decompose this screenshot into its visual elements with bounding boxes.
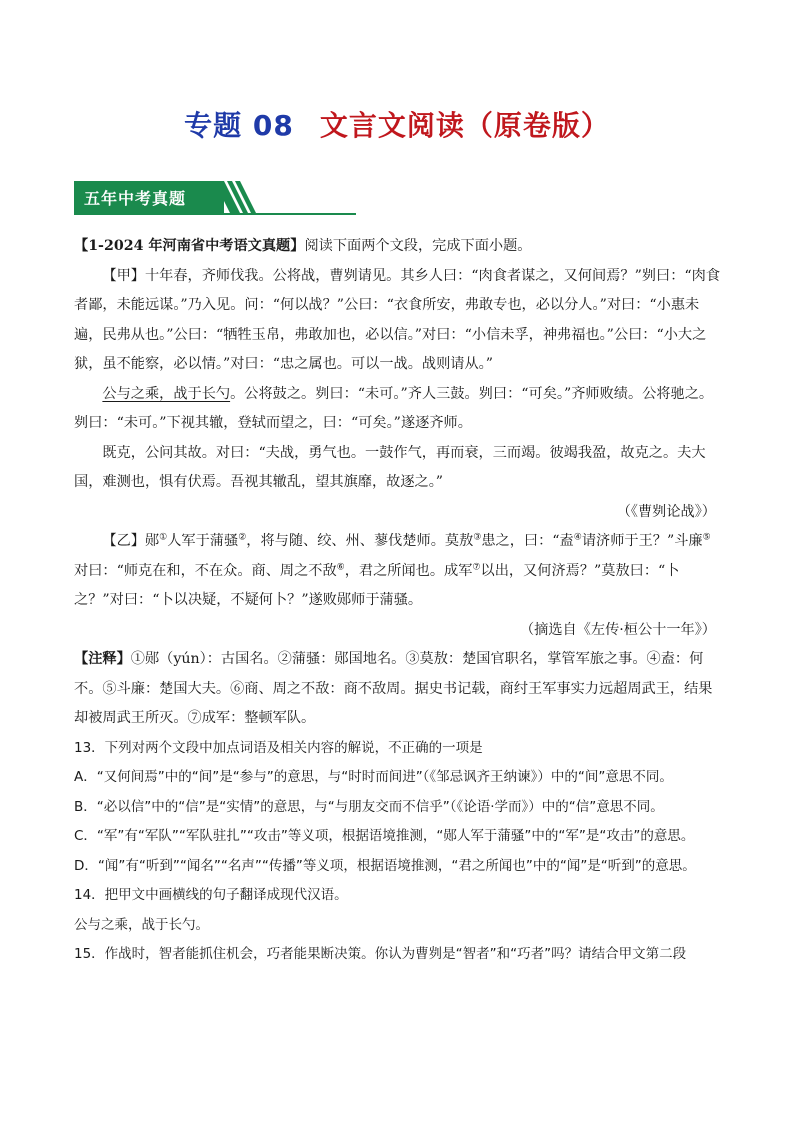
- passage-jia-para1: 【甲】十年春，齐师伐我。公将战，曹刿请见。其乡人曰：“肉食者谋之，又何间焉？”刿曰：“肉食者鄙，未能远谋。”乃入见。问：“何以战？”公曰：“衣食所安，弗敢专也，必以分人。”对曰：“小惠未遍，民弗从也。”公曰：“牺牲玉帛，弗敢加也，必以信。”对曰：“小信未孚，神弗福也。”公曰：“小大之狱，虽不能察，必以情。”对曰：“忠之属也。可以一战。战则请从。”: [74, 267, 721, 372]
- yi-text: ，君之所闻也。成军: [344, 562, 473, 579]
- passage-yi: [74, 527, 722, 616]
- question-instruction: 阅读下面两个文段，完成下面小题。: [304, 238, 532, 254]
- passage-yi-source: （摘选自《左传·桓公十一年》）: [519, 621, 716, 638]
- underlined-sentence: 公与之乘，战于长勺: [102, 385, 231, 402]
- note-mark: ③: [473, 532, 482, 543]
- title-topic-number: 专题 08: [184, 109, 294, 142]
- page-title: [0, 104, 794, 144]
- note-mark: ⑥: [336, 561, 345, 572]
- question-15: 15．作战时，智者能抓住机会，巧者能果断决策。你认为曹刿是“智者”和“巧者”吗？请结合甲文第二段: [74, 946, 687, 962]
- question-source: 【1-2024 年河南省中考语文真题】: [74, 238, 305, 254]
- yi-text: 对曰：“师克在和，不在众。商、周之不敌: [74, 562, 337, 579]
- question-13: 13．下列对两个文段中加点词语及相关内容的解说，不正确的一项是: [74, 739, 483, 756]
- question-13-option-d: D．“闻”有“听到”“闻名”“名声”“传播”等义项，根据语境推测，“君之所闻也”中的“闻”是“听到”的意思。: [74, 857, 696, 874]
- note-mark: ⑤: [702, 532, 711, 543]
- note-mark: ⑦: [472, 561, 481, 572]
- annotations-head: 【注释】: [74, 651, 131, 667]
- banner-underline: [74, 213, 356, 215]
- passage-jia-para2: [74, 380, 722, 439]
- question-13-option-c: C．“军”有“军队”“军队驻扎”“攻击”等义项，根据语境推测，“郧人军于蒲骚”中的“军”是“攻击”的意思。: [74, 828, 695, 844]
- annotations-text: ①郧（yún）：古国名。②蒲骚：郧国地名。③莫敖：楚国官职名，掌管军旅之事。④盍：何不。⑤斗廉：楚国大夫。⑥商、周之不敌：商不敌周。据史书记载，商纣王军事实力远超周武王，结果却被周武王所灭。⑦成军：整顿军队。: [74, 651, 713, 726]
- note-mark: ①: [159, 532, 168, 543]
- section-banner: [74, 181, 356, 215]
- annotations: [74, 645, 722, 734]
- question-intro: [74, 232, 722, 262]
- document-body: [74, 232, 722, 970]
- yi-text: 【乙】郧: [102, 533, 160, 549]
- passage-jia-para3: 既克，公问其故。对曰：“夫战，勇气也。一鼓作气，再而衰，三而竭。彼竭我盈，故克之。夫大国，难测也，惧有伏焉。吾视其辙乱，望其旗靡，故逐之。”: [74, 444, 706, 490]
- question-13-option-a: A．“又何间焉”中的“间”是“参与”的意思，与“时时而间进”（《邹忌讽齐王纳谏》）中的“间”意思不同。: [74, 769, 673, 785]
- passage-jia-para2-rest: 。公将鼓之。刿曰：“未可。”齐人三鼓。刿曰：“可矣。”齐师败绩。公将驰之。刿曰：“未可。”下视其辙，登轼而望之，曰：“可矣。”遂逐齐师。: [74, 385, 714, 431]
- banner-stripes-icon: [214, 181, 258, 214]
- note-mark: ④: [573, 532, 582, 543]
- yi-text: 人军于蒲骚: [167, 533, 239, 549]
- question-14: 14．把甲文中画横线的句子翻译成现代汉语。: [74, 887, 348, 903]
- yi-text: 请济师于王？”斗廉: [581, 533, 703, 549]
- note-mark: ②: [238, 532, 247, 543]
- yi-text: 以出，又何济焉？”莫敖曰：“卜之？”对曰：“卜以决疑，不疑何卜？”遂败郧师于蒲骚。: [74, 562, 680, 608]
- question-13-option-b: B．“必以信”中的“信”是“实情”的意思，与“与朋友交而不信乎”（《论语·学而》）中的“信”意思不同。: [74, 798, 664, 815]
- question-14-sentence: 公与之乘，战于长勺。: [74, 916, 209, 933]
- title-topic-name: 文言文阅读（原卷版）: [319, 109, 610, 142]
- yi-text: 患之，曰：“盍: [481, 533, 574, 549]
- section-label: 五年中考真题: [84, 189, 187, 208]
- passage-jia-source: （《曹刿论战》）: [616, 503, 716, 520]
- yi-text: ，将与随、绞、州、蓼伐楚师。莫敖: [246, 533, 474, 549]
